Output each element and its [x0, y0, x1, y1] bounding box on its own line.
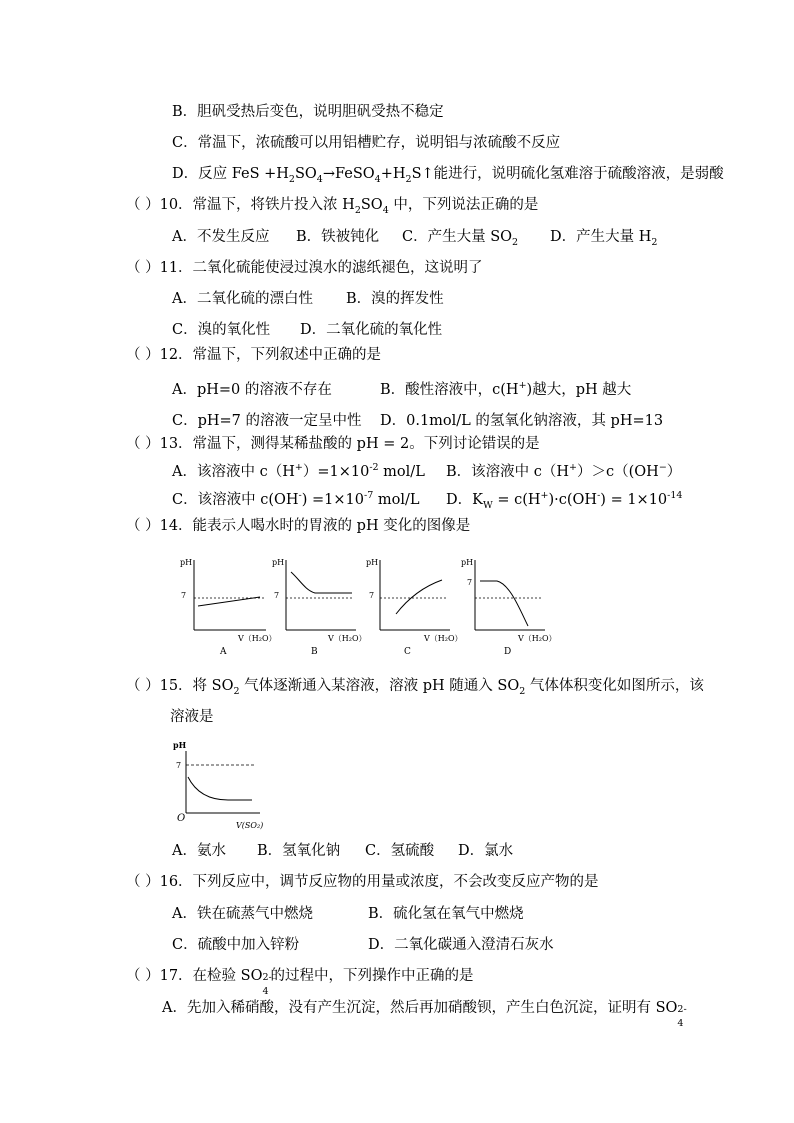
- q16-stem: （ ）16．下列反应中，调节反应物的用量或浓度，不会改变反应产物的是: [126, 874, 599, 890]
- q15-options: [172, 841, 513, 861]
- answer-blank[interactable]: （ ）: [126, 678, 160, 694]
- q16-option-a: A．铁在硫蒸气中燃烧: [172, 906, 313, 922]
- q10-options: [172, 227, 657, 247]
- q10-stem: （ ）10．常温下，将铁片投入浓 $H_2SO_4$ 中，下列说法正确的是: [126, 197, 539, 216]
- x-axis-label: V（H₂O）: [328, 634, 367, 643]
- graph-label-d: D: [504, 647, 512, 657]
- q9-option-d: D．反应 FeS $+H_2SO_4\to FeSO_4+H_2S↑$能进行，说明硫化氢难溶于硫酸溶液，是弱酸: [172, 166, 724, 185]
- y-axis-label: pH: [366, 558, 379, 567]
- q12-stem: （ ）12．常温下，下列叙述中正确的是: [126, 347, 382, 363]
- curve-d: [480, 581, 528, 626]
- q10-option-d: D．产生大量 $H_2$: [550, 229, 658, 248]
- q13-options-row2: [172, 490, 682, 510]
- q14-stem: （ ）14．能表示人喝水时的胃液的 pH 变化的图像是: [126, 518, 471, 534]
- q11-options-row2: [172, 320, 442, 340]
- x-axis-label: V（H₂O）: [424, 634, 463, 643]
- q16-option-b: B．硫化氢在氧气中燃烧: [368, 906, 524, 922]
- curve-ph: [188, 777, 252, 800]
- graph-label-a: A: [220, 647, 227, 657]
- q14-graph-a: [180, 558, 280, 657]
- q17-option-a: A．先加入稀硝酸，没有产生沉淀，然后再加硝酸钡，产生白色沉淀，证明有 SO 2- 4: [162, 1000, 687, 1029]
- q10-option-c: C．产生大量 $SO_2$: [402, 229, 519, 248]
- q13-option-b: B．该溶液中 c（H+）＞c（(OH−）: [446, 462, 682, 480]
- q11-option-b: B．溴的挥发性: [346, 291, 444, 307]
- q11-option-d: D．二氧化硫的氧化性: [300, 322, 443, 338]
- x-axis-label: V（H₂O）: [518, 634, 557, 643]
- answer-blank[interactable]: （ ）: [126, 347, 160, 363]
- y-tick-7: 7: [369, 591, 375, 600]
- q12-options-row2: [172, 411, 663, 431]
- q13-option-a: A．该溶液中 $c(H^+)=1\times 10^{-2}$ mol/L: [172, 462, 425, 480]
- y-tick-7: 7: [181, 591, 187, 600]
- answer-blank[interactable]: （ ）: [126, 968, 160, 984]
- q10-option-b: B．铁被钝化: [296, 229, 380, 245]
- answer-blank[interactable]: （ ）: [126, 518, 160, 534]
- q14-graph-b: [272, 558, 367, 657]
- q9-option-c: C．常温下，浓硫酸可以用铝槽贮存，说明铝与浓硫酸不反应: [172, 135, 561, 151]
- q11-stem: （ ）11．二氧化硫能使浸过溴水的滤纸褪色，这说明了: [126, 260, 483, 276]
- q12-options-row1: [172, 380, 631, 400]
- q13-options-row1: [172, 462, 681, 482]
- q15-option-d: D．氯水: [458, 843, 514, 859]
- x-axis-label: V(SO₂): [236, 821, 264, 830]
- answer-blank[interactable]: （ ）: [126, 197, 160, 213]
- curve-c: [396, 580, 442, 614]
- q14-graphs: [170, 548, 560, 660]
- q13-stem: （ ）13．常温下，测得某稀盐酸的 pH = 2。下列讨论错误的是: [126, 436, 540, 452]
- q9-option-b: B．胆矾受热后变色，说明胆矾受热不稳定: [172, 104, 444, 120]
- x-axis-label: V（H₂O）: [238, 634, 277, 643]
- q10-option-a: A．不发生反应: [172, 229, 270, 245]
- y-tick-7: 7: [274, 591, 280, 600]
- q16-option-d: D．二氧化碳通入澄清石灰水: [368, 937, 554, 953]
- answer-blank[interactable]: （ ）: [126, 260, 160, 276]
- q15-option-a: A．氨水: [172, 843, 226, 859]
- y-tick-7: 7: [467, 578, 473, 587]
- origin-label: O: [177, 813, 186, 824]
- q15-stem-continued: 溶液是: [170, 709, 214, 725]
- q15-option-b: B．氢氧化钠: [257, 843, 341, 859]
- graph-label-b: B: [311, 647, 318, 657]
- y-axis-label: pH: [272, 558, 285, 567]
- q12-option-a: A．pH=0 的溶液不存在: [172, 382, 332, 398]
- graph-label-c: C: [404, 647, 411, 657]
- q15-graph: [170, 737, 280, 833]
- answer-blank[interactable]: （ ）: [126, 874, 160, 890]
- curve-b: [291, 572, 352, 593]
- q13-option-c: C．该溶液中 $c(OH^-) =1\times 10^{-7}$ mol/L: [172, 490, 420, 508]
- q11-options-row1: [172, 289, 444, 309]
- q14-graph-c: [366, 558, 463, 657]
- q12-option-c: C．pH=7 的溶液一定呈中性: [172, 413, 362, 429]
- q15-option-c: C．氢硫酸: [365, 843, 435, 859]
- q13-option-d: D．$K_W = c(H^+)\cdot c(OH^-) = 1\times 10^{-14}$: [446, 490, 683, 511]
- y-axis-label: pH: [180, 558, 193, 567]
- q12-option-b: B．酸性溶液中，c(H+)越大，pH 越大: [380, 380, 632, 398]
- q12-option-d: D．0.1mol/L 的氢氧化钠溶液，其 pH=13: [380, 413, 664, 429]
- answer-blank[interactable]: （ ）: [126, 436, 160, 452]
- q15-stem: （ ）15．将 $SO_2$ 气体逐渐通入某溶液，溶液 pH 随通入 $SO_2$ 气体体积变化如图所示，该: [126, 678, 704, 697]
- q11-option-c: C．溴的氧化性: [172, 322, 271, 338]
- q16-option-c: C．硫酸中加入锌粉: [172, 937, 300, 953]
- q16-options-row2: [172, 935, 554, 955]
- q16-options-row1: [172, 904, 524, 924]
- y-axis-label: pH: [461, 558, 474, 567]
- y-axis-label: pH: [173, 740, 187, 750]
- q11-option-a: A．二氧化硫的漂白性: [172, 291, 313, 307]
- q14-graph-d: [461, 558, 557, 657]
- q17-stem: （ ）17．在检验 SO 2- 4 的过程中，下列操作中正确的是: [126, 968, 474, 997]
- y-tick-7: 7: [176, 761, 182, 770]
